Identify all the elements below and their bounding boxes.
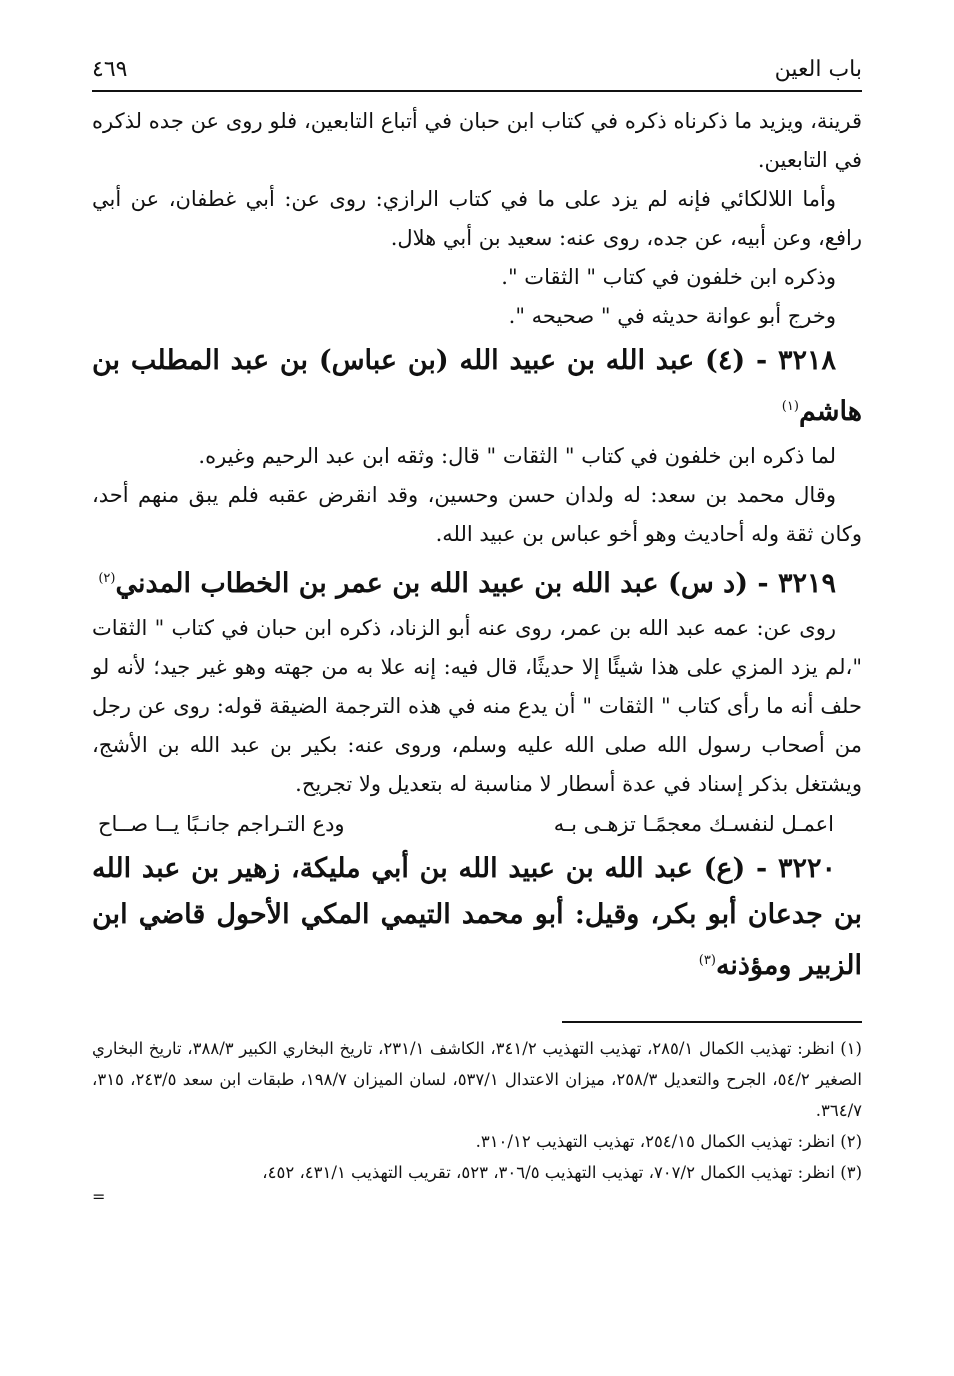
running-head xyxy=(92,52,862,92)
footnote-label: (١) xyxy=(840,1039,862,1058)
footnote-text: انظر: تهذيب الكمال ٢٥٤/١٥، تهذيب التهذيب ٣١٠/١٢. xyxy=(475,1132,835,1151)
poetry-verse xyxy=(92,804,862,844)
paragraph: قرينة، ويزيد ما ذكرناه ذكره في كتاب ابن حبان في أتباع التابعين، فلو روى عن جده لذكره في التابعين. xyxy=(92,109,862,172)
footnote-text: انظر: تهذيب الكمال ٧٠٧/٢، تهذيب التهذيب ٣٠٦/٥، ٥٢٣، تقريب التهذيب ٤٣١/١، ٤٥٢، xyxy=(262,1163,835,1182)
chapter-title: باب العين xyxy=(774,57,862,82)
book-page xyxy=(92,52,862,1206)
paragraph: لما ذكره ابن خلفون في كتاب " الثقات " قال: وثقه ابن عبد الرحيم وغيره. xyxy=(198,444,836,468)
verse-second-hemistich: ودع التـراجم جانـبًا يــا صــاح xyxy=(98,812,345,836)
entry-heading-3220 xyxy=(92,846,862,989)
footnote-2 xyxy=(92,1126,862,1157)
main-text xyxy=(92,102,862,989)
footnotes xyxy=(92,1033,862,1206)
footnote-ref[interactable]: (٢) xyxy=(98,571,116,586)
continuation-mark: = xyxy=(92,1187,106,1206)
footnote-3 xyxy=(92,1157,862,1188)
footnote-separator xyxy=(562,1021,862,1023)
footnote-1 xyxy=(92,1033,862,1126)
entry-heading-3219 xyxy=(92,556,862,607)
entry-heading-text: ٣٢٢٠ - (ع) عبد الله بن عبيد الله بن أبي مليكة، زهير بن عبد الله بن جدعان أبو بكر، وقيل: أبو محمد التيمي المكي الأحول قاضي ابن الزبير ومؤذنه xyxy=(92,853,862,981)
footnote-text: انظر: تهذيب الكمال ٢٨٥/١، تهذيب التهذيب ٣٤١/٢، الكاشف ٢٣١/١، تاريخ البخاري الكبير ٣٨٨/٣، تاريخ البخاري الصغير ٥٤/٢، الجرح والتعديل ٢٥٨/٣، ميزان الاعتدال ٥٣٧/١، لسان الميزان ١٩٨/٧، طبقات ابن سعد ٢٤٣/٥، ٣١٥، ٣٦٤/٧. xyxy=(92,1039,862,1120)
footnote-label: (٢) xyxy=(840,1132,862,1151)
paragraph: وذكره ابن خلفون في كتاب " الثقات ". xyxy=(501,265,836,289)
paragraph: روى عن: عمه عبد الله بن عمر، روى عنه أبو الزناد، ذكره ابن حبان في كتاب " الثقات "،لم يزد المزي على هذا شيئًا إلا حديثًا، قال فيه: إنه علا به من جهته وهو غير جيد؛ لأنه لو حلف أنه ما رأى كتاب " الثقات " أن يدع منه في هذه الترجمة الضيقة قوله: روى عن رجل من أصحاب رسول الله صلى الله عليه وسلم، وروى عنه: بكير بن عبد الله بن الأشج، ويشتغل بذكر إسناد في عدة أسطار لا مناسبة له بتعديل ولا تجريح. xyxy=(92,616,862,796)
footnote-label: (٣) xyxy=(840,1163,862,1182)
footnote-ref[interactable]: (١) xyxy=(781,399,799,414)
page-number: ٤٦٩ xyxy=(92,57,128,82)
footnote-separator-wrap xyxy=(92,991,862,1033)
entry-heading-text: ٣٢١٨ - (٤) عبد الله بن عبيد الله (بن عباس) بن عبد المطلب بن هاشم xyxy=(92,345,862,427)
verse-first-hemistich: اعمـل لنفسـك معجمًـا تزهـى بـه xyxy=(553,812,834,836)
paragraph: وقال محمد بن سعد: له ولدان حسن وحسين، وقد انقرض عقبه فلم يبق منهم أحد، وكان ثقة وله أحاديث وهو أخو عباس بن عبيد الله. xyxy=(92,483,862,546)
entry-heading-3218 xyxy=(92,338,862,435)
paragraph: وأما اللالكائي فإنه لم يزد على ما في كتاب الرازي: روى عن: أبي غطفان، عن أبي رافع، وعن أبيه، عن جده، روى عنه: سعيد بن أبي هلال. xyxy=(92,187,862,250)
entry-heading-text: ٣٢١٩ - (د س) عبد الله بن عبيد الله بن عمر بن الخطاب المدني xyxy=(115,568,836,599)
paragraph: وخرج أبو عوانة حديثه في " صحيحه ". xyxy=(508,304,836,328)
footnote-ref[interactable]: (٣) xyxy=(698,953,716,968)
